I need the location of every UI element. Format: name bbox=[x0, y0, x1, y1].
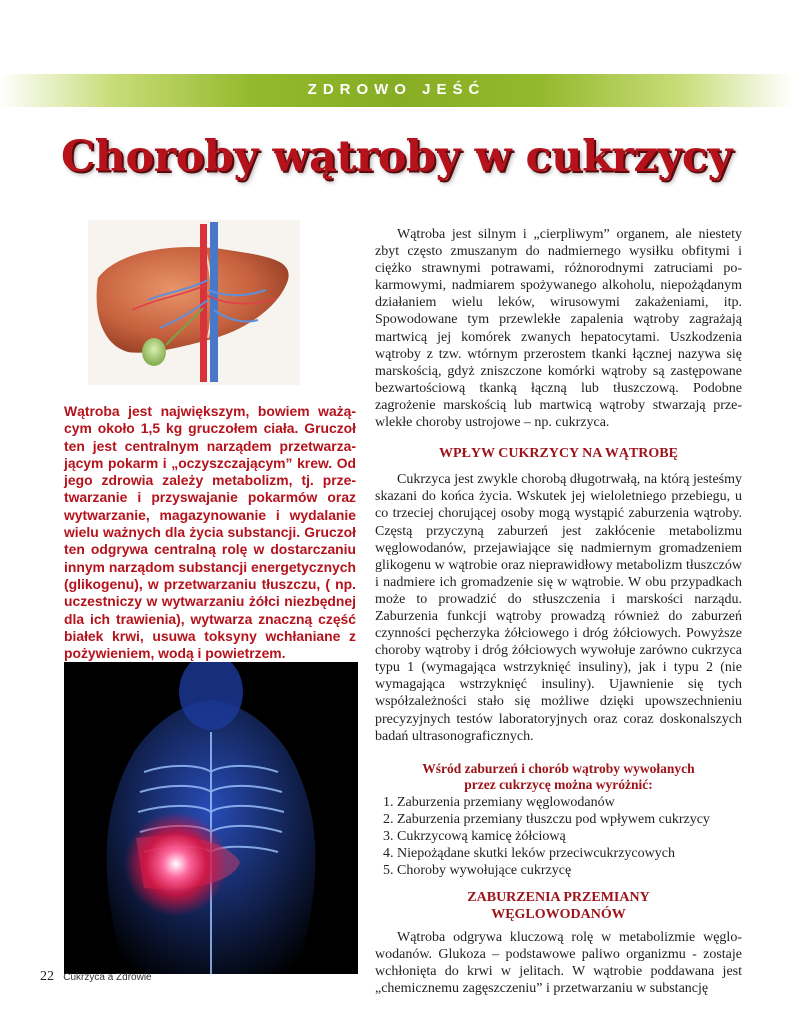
section-heading-2: ZABURZENIA PRZEMIANY WĘGLOWODANÓW bbox=[467, 889, 650, 922]
disorders-list bbox=[375, 794, 742, 879]
magazine-name: Cukrzyca a Zdrowie bbox=[63, 972, 152, 983]
liver-illustration bbox=[88, 220, 300, 385]
list-item: 4. Niepożądane skutki leków przeciwcukrzycowych bbox=[383, 845, 675, 861]
paragraph-1: Wątroba jest silnym i „cierpliwym” organem, ale niestety zbyt często zmuszanym do nadmiernego wysiłku obfitymi i ciężko strawnymi potrawami, różnorodnymi zatruciami pokarmowymi, nadmiarem spożywanego alkoholu, niepożądanym działaniem wielu leków, wirusowymi zakażeniami, itp. Spowodowane tym przewlekłe zapalenia wątroby zagrażają martwicą jej komórek zwanych hepatocytami. Uszkodzenia wątroby z tzw. wtórnym przerostem tkanki łącznej nazywa się marskością, gdyż zniszczone komórki wątroby są zastępowane bezwartościową tkanką łączną lub tłuszczową. Podobne zagrożenie marskością lub martwicą wątroby stwarzają przewlekłe choroby ustrojowe – np. cukrzyca. bbox=[375, 227, 742, 431]
paragraph-3: Wątroba odgrywa kluczową rolę w metabolizmie węglowodanów. Glukoza – podstawowe paliwo organizmu - zostaje wchłonięta do krwi w jelitach. W wątrobie poddawana jest „chemicznemu zagęszczeniu” i przetwarzaniu w substancję bbox=[375, 929, 742, 996]
section-heading-1: WPŁYW CUKRZYCY NA WĄTROBĘ bbox=[439, 446, 678, 462]
list-item: 2. Zaburzenia przemiany tłuszczu pod wpływem cukrzycy bbox=[383, 811, 710, 827]
list-item: 3. Cukrzycową kamicę żółciową bbox=[383, 828, 566, 844]
list-title: Wśród zaburzeń i chorób wątroby wywołanych przez cukrzycę można wyróżnić: bbox=[422, 760, 695, 793]
list-item: 5. Choroby wywołujące cukrzycę bbox=[383, 862, 572, 878]
page-number: 22 bbox=[40, 969, 54, 984]
section-label: ZDROWO JEŚĆ bbox=[307, 81, 486, 98]
xray-torso-image bbox=[64, 662, 358, 974]
list-item: 1. Zaburzenia przemiany węglowodanów bbox=[383, 794, 615, 810]
article-title: Choroby wątroby w cukrzycy bbox=[60, 132, 733, 182]
intro-text: Wątroba jest największym, bowiem ważącym około 1,5 kg gruczołem ciała. Gruczoł ten jest centralnym narządem przetwarzającym pokarm i „oczyszczającym” krew. Od jego zdrowia zależy metabolizm, tj. przetwarzanie i przyswajanie pokarmów oraz wytwarzanie, magazynowanie i wydalanie wielu ważnych dla życia substancji. Gruczoł ten odgrywa centralną rolę w dostarczaniu innym narządom substancji energetycznych (glikogenu), w przetwarzaniu tłuszczu, ( np. uczestniczy w wytwarzaniu żółci niezbędnej dla ich trawienia), wytwarza znaczną część białek krwi, usuwa toksyny wchłaniane z pożywieniem, wodą i powietrzem. bbox=[64, 403, 356, 662]
paragraph-2: Cukrzyca jest zwykle chorobą długotrwałą, na którą jesteśmy skazani do końca życia. Wskutek jej wieloletniego przebiegu, u co trzeciej chorującej osoby mogą wystąpić zaburzenia wątroby. Częstą przyczyną zaburzeń jest zakłócenie metabolizmu węglowodanów, przejawiające się nadmiernym gromadzeniem glikogenu w wątrobie oraz nieprawidłowy metabolizm tłuszczów i nadmiere ich gromadzenie się w wątrobie. W obu przypadkach może to prowadzić do stłuszczenia i marskości narządu. Zaburzenia funkcji wątroby prowadzą również do zaburzeń czynności pęcherzyka żółciowego i dróg żółciowych. Powyższe choroby wątroby i dróg żółciowych wywołuje zarówno cukrzyca typu 1 (wymagająca wstrzyknięć insuliny), jak i typu 2 (nie wymagająca wstrzyknięć insuliny). Ujawnienie się tych współzależności stało się możliwe dzięki upowszechnieniu precyzyjnych testów laboratoryjnych oraz coraz doskonalszych badań ultrasonograficznych. bbox=[375, 472, 742, 744]
page-footer bbox=[40, 968, 152, 985]
main-column bbox=[375, 226, 742, 997]
section-banner bbox=[0, 74, 793, 107]
